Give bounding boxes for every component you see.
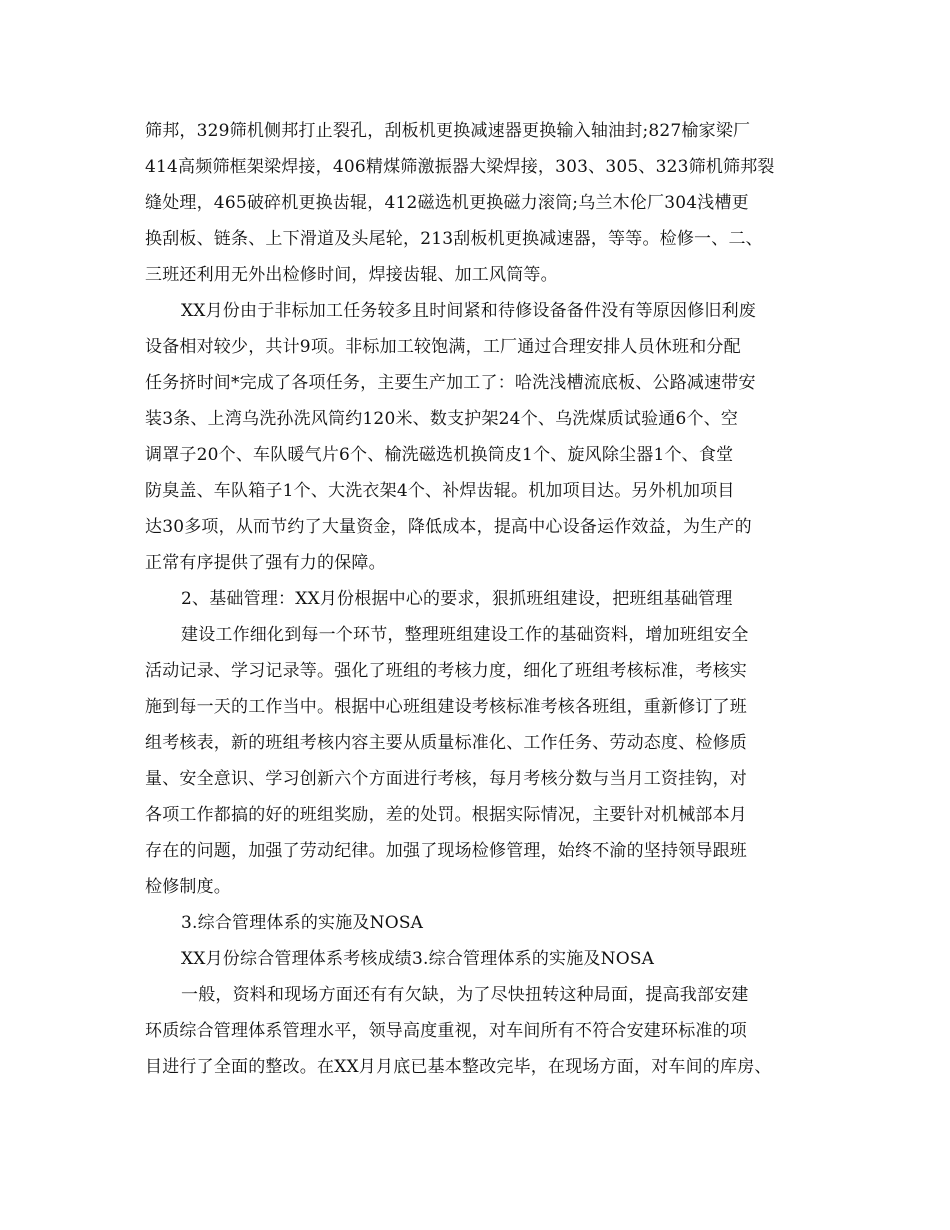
text-line: XX月份由于非标加工任务较多且时间紧和待修设备备件没有等原因修旧利废 [181,301,757,321]
section-heading: 2、基础管理：XX月份根据中心的要求，狠抓班组建设，把班组基础管理 [181,589,733,609]
text-line: 检修制度。 [145,877,231,897]
text-line: 环质综合管理体系管理水平，领导高度重视，对车间所有不符合安建环标准的项 [145,1021,747,1041]
text-line: 组考核表，新的班组考核内容主要从质量标准化、工作任务、劳动态度、检修质 [145,733,747,753]
text-line: 存在的问题，加强了劳动纪律。加强了现场检修管理，始终不渝的坚持领导跟班 [145,841,747,861]
text-line: 设备相对较少，共计9项。非标加工较饱满，工厂通过合理安排人员休班和分配 [145,337,741,357]
text-line: 调罩子20个、车队暖气片6个、榆洗磁选机换筒皮1个、旋风除尘器1个、食堂 [145,445,734,465]
text-line: 活动记录、学习记录等。强化了班组的考核力度，细化了班组考核标准，考核实 [145,661,747,681]
text-line: 三班还利用无外出检修时间，焊接齿辊、加工风筒等。 [145,265,558,285]
text-line: 换刮板、链条、上下滑道及头尾轮，213刮板机更换减速器，等等。检修一、二、 [145,229,763,249]
text-line: 一般，资料和现场方面还有有欠缺，为了尽快扭转这种局面，提高我部安建 [181,985,749,1005]
text-line: 目进行了全面的整改。在XX月月底已基本整改完毕，在现场方面，对车间的库房、 [145,1057,772,1077]
text-line: 筛邦，329筛机侧邦打止裂孔，刮板机更换减速器更换输入轴油封;827榆家梁厂 [145,121,751,141]
text-line: 防臭盖、车队箱子1个、大洗衣架4个、补焊齿辊。机加项目达。另外机加项目 [145,481,735,501]
text-line: 建设工作细化到每一个环节，整理班组建设工作的基础资料，增加班组安全 [181,625,749,645]
text-line: 施到每一天的工作当中。根据中心班组建设考核标准考核各班组，重新修订了班 [145,697,747,717]
text-line: 各项工作都搞的好的班组奖励，差的处罚。根据实际情况，主要针对机械部本月 [145,805,747,825]
text-line: 任务挤时间*完成了各项任务，主要生产加工了：哈洗浅槽流底板、公路减速带安 [145,373,756,393]
text-line: 缝处理，465破碎机更换齿辊，412磁选机更换磁力滚筒;乌兰木伦厂304浅槽更 [145,193,749,213]
text-line: 量、安全意识、学习创新六个方面进行考核，每月考核分数与当月工资挂钩，对 [145,769,747,789]
text-line: 装3条、上湾乌洗孙洗风筒约120米、数支护架24个、乌洗煤质试验通6个、空 [145,409,739,429]
section-heading: 3.综合管理体系的实施及NOSA [181,913,424,933]
text-line: 414高频筛框架梁焊接，406精煤筛激振器大梁焊接，303、305、323筛机筛邦裂 [145,157,775,177]
text-line: 达30多项，从而节约了大量资金，降低成本，提高中心设备运作效益，为生产的 [145,517,752,537]
text-line: XX月份综合管理体系考核成绩3.综合管理体系的实施及NOSA [181,949,655,969]
text-line: 正常有序提供了强有力的保障。 [145,553,386,573]
